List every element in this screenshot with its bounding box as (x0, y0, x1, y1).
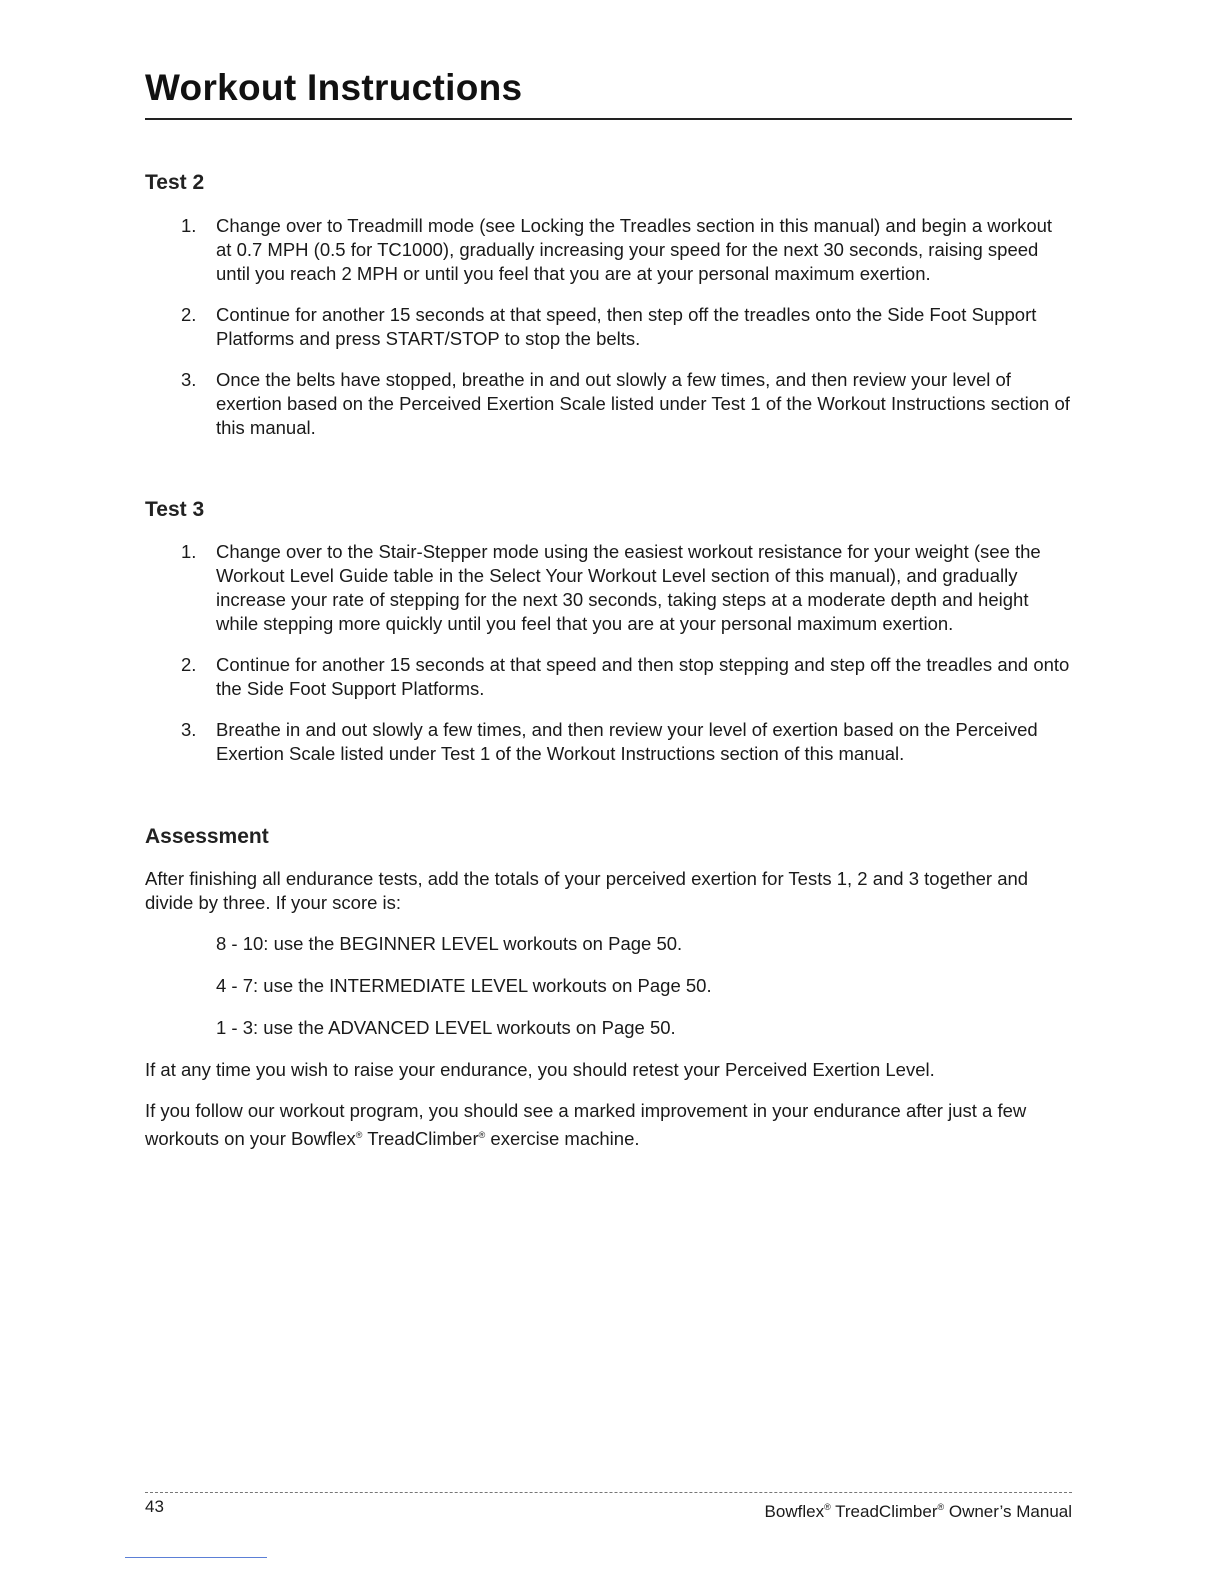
list-item (145, 540, 1072, 636)
closing-text-end: exercise machine. (485, 1128, 640, 1149)
retest-paragraph: If at any time you wish to raise your endurance, you should retest your Perceived Exertion Level. (145, 1059, 935, 1080)
score-intermediate: 4 - 7: use the INTERMEDIATE LEVEL workouts on Page 50. (216, 975, 712, 996)
registered-mark: ® (824, 1502, 831, 1512)
bottom-link-underline (125, 1557, 267, 1558)
item-number: 3. (181, 369, 197, 390)
closing-paragraph (145, 1099, 1072, 1151)
test2-heading: Test 2 (145, 171, 205, 194)
registered-mark: ® (355, 1130, 363, 1140)
footer-manual-title (765, 1497, 1072, 1522)
assessment-intro: After finishing all endurance tests, add the totals of your perceived exertion for Tests 1, 2 and 3 together and divide by three. If your score is: (145, 868, 1029, 913)
test3-heading: Test 3 (145, 498, 205, 521)
score-beginner: 8 - 10: use the BEGINNER LEVEL workouts on Page 50. (216, 933, 683, 954)
item-number: 3. (181, 719, 197, 740)
item-text: Breathe in and out slowly a few times, and then review your level of exertion based on the Perceived Exertion Scale listed under Test 1 of the Workout Instructions section of this manual. (216, 719, 1038, 764)
page-title: Workout Instructions (145, 67, 523, 108)
list-item (145, 718, 1072, 766)
score-advanced: 1 - 3: use the ADVANCED LEVEL workouts on Page 50. (216, 1017, 676, 1038)
item-number: 1. (181, 215, 197, 236)
closing-text-product: TreadClimber (362, 1128, 479, 1149)
assessment-heading: Assessment (145, 825, 269, 848)
title-divider (145, 118, 1072, 120)
footer-page-number: 43 (145, 1497, 164, 1516)
item-text: Change over to Treadmill mode (see Locking the Treadles section in this manual) and begin a workout at 0.7 MPH (0.5 for TC1000), gradually increasing your speed for the next 30 seconds, raising speed until you reach 2 MPH or until you feel that you are at your personal maximum exertion. (216, 215, 1053, 284)
closing-text-start: If you follow our workout program, you should see a marked improvement in your endurance after just a few workouts on your Bowflex (145, 1100, 1027, 1149)
footer-suffix: Owner’s Manual (944, 1502, 1072, 1521)
item-number: 2. (181, 304, 197, 325)
item-text: Continue for another 15 seconds at that speed and then stop stepping and step off the treadles and onto the Side Foot Support Platforms. (216, 654, 1070, 699)
registered-mark: ® (478, 1130, 486, 1140)
item-number: 1. (181, 541, 197, 562)
list-item (145, 368, 1072, 440)
footer-product: TreadClimber (830, 1502, 938, 1521)
footer-divider (145, 1492, 1072, 1493)
item-text: Continue for another 15 seconds at that speed, then step off the treadles onto the Side Foot Support Platforms and press START/STOP to stop the belts. (216, 304, 1037, 349)
test2-list (145, 214, 1072, 440)
item-text: Change over to the Stair-Stepper mode using the easiest workout resistance for your weight (see the Workout Level Guide table in the Select Your Workout Level section of this manual), and gradually increase your rate of stepping for the next 30 seconds, taking steps at a moderate depth and height while stepping more quickly until you feel that you are at your personal maximum exertion. (216, 541, 1041, 634)
list-item (145, 303, 1072, 351)
registered-mark: ® (937, 1502, 945, 1512)
list-item (145, 214, 1072, 286)
footer-brand: Bowflex (764, 1502, 825, 1521)
item-number: 2. (181, 654, 197, 675)
test3-list (145, 540, 1072, 766)
item-text: Once the belts have stopped, breathe in and out slowly a few times, and then review your level of exertion based on the Perceived Exertion Scale listed under Test 1 of the Workout Instructions section of this manual. (216, 369, 1070, 438)
list-item (145, 653, 1072, 701)
